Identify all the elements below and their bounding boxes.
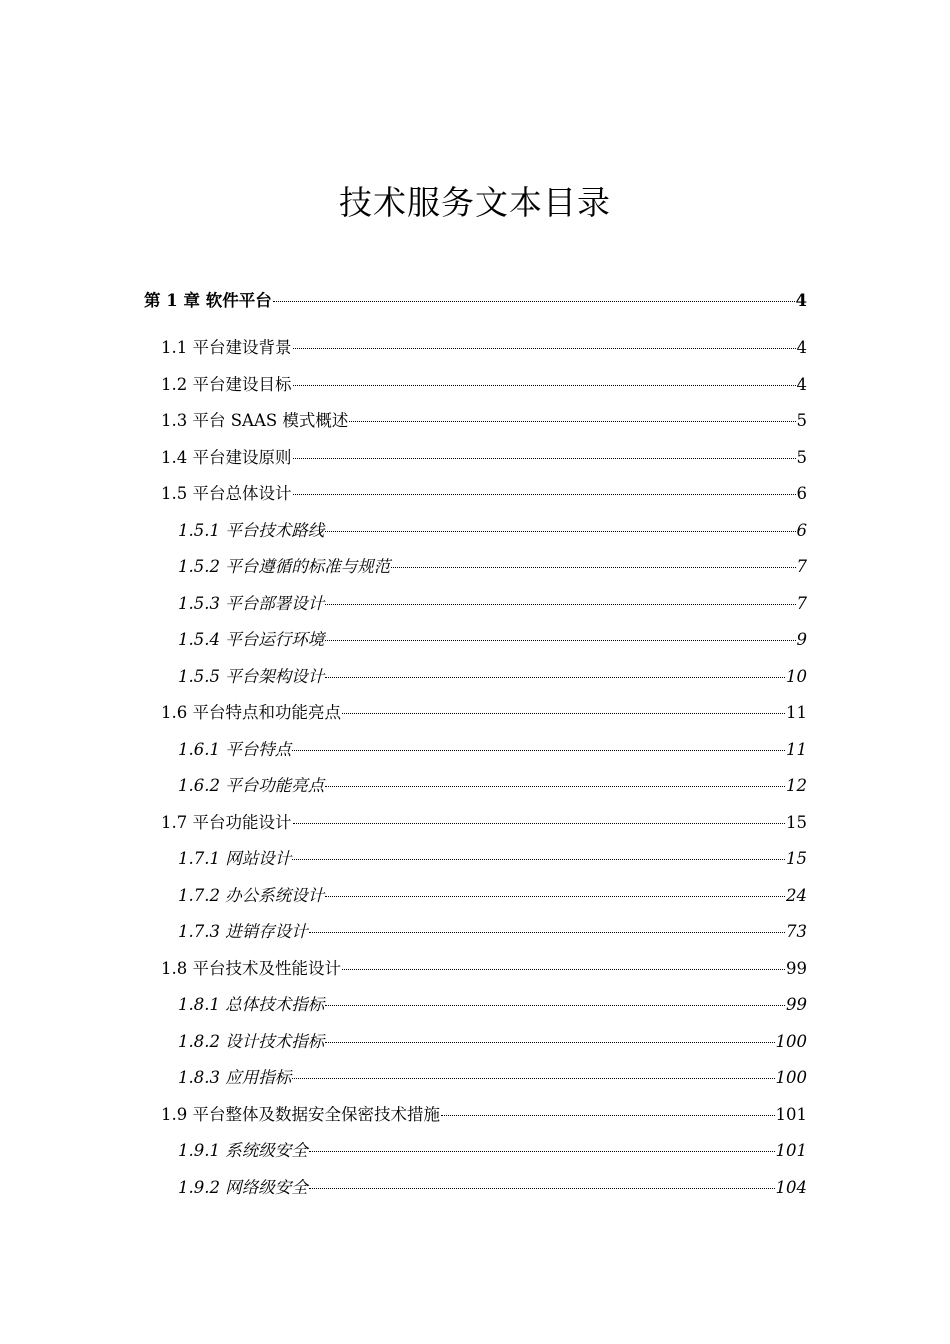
toc-subsection-entry[interactable] bbox=[0, 581, 807, 618]
toc-page-number: 4 bbox=[795, 291, 807, 310]
toc-page-number: 104 bbox=[775, 1177, 807, 1197]
toc-dot-leader bbox=[342, 712, 785, 714]
toc-page-number: 4 bbox=[796, 338, 807, 357]
toc-entry-label: 1.9 平台整体及数据安全保密技术措施 bbox=[161, 1104, 440, 1124]
toc-page-number: 101 bbox=[775, 1104, 807, 1124]
toc-entry-label: 1.9.1 系统级安全 bbox=[178, 1141, 308, 1160]
toc-page-number: 100 bbox=[775, 1031, 807, 1051]
toc-dot-leader bbox=[293, 493, 796, 495]
toc-subsection-entry[interactable] bbox=[0, 544, 807, 581]
toc-chapter-entry[interactable] bbox=[0, 279, 807, 325]
toc-page-number: 7 bbox=[796, 593, 807, 613]
toc-page-number: 5 bbox=[796, 411, 807, 430]
toc-subsection-entry[interactable] bbox=[0, 836, 807, 873]
toc-subsection-entry[interactable] bbox=[0, 982, 807, 1019]
toc-subsection-entry[interactable] bbox=[0, 617, 807, 654]
toc-entry-label: 1.7.2 办公系统设计 bbox=[178, 885, 325, 905]
toc-dot-leader bbox=[273, 300, 795, 302]
toc-entry-label: 1.6.1 平台特点 bbox=[178, 739, 292, 759]
toc-page-number: 5 bbox=[796, 447, 807, 467]
toc-dot-leader bbox=[293, 384, 796, 386]
toc-entry-label: 1.7.1 网站设计 bbox=[178, 849, 292, 868]
toc-dot-leader bbox=[309, 1150, 775, 1152]
toc-dot-leader bbox=[309, 931, 785, 933]
toc-entry-label: 第 1 章 软件平台 bbox=[144, 291, 272, 310]
toc-dot-leader bbox=[325, 895, 785, 897]
toc-subsection-entry[interactable] bbox=[0, 1128, 807, 1165]
toc-page-number: 15 bbox=[786, 849, 807, 868]
toc-entry-label: 1.7 平台功能设计 bbox=[161, 812, 292, 832]
toc-dot-leader bbox=[349, 420, 795, 422]
toc-page-number: 15 bbox=[786, 812, 807, 832]
toc-subsection-entry[interactable] bbox=[0, 727, 807, 764]
toc-page-number: 11 bbox=[786, 703, 807, 722]
toc-subsection-entry[interactable] bbox=[0, 1165, 807, 1202]
toc-entry-label: 1.8 平台技术及性能设计 bbox=[161, 958, 341, 978]
toc-section-entry[interactable] bbox=[0, 471, 807, 508]
toc-page-number: 99 bbox=[786, 995, 807, 1014]
toc-entry-label: 1.8.1 总体技术指标 bbox=[178, 995, 325, 1014]
toc-section-entry[interactable] bbox=[0, 362, 807, 399]
toc-entry-label: 1.1 平台建设背景 bbox=[161, 338, 292, 357]
toc-dot-leader bbox=[325, 1041, 774, 1043]
toc-entry-label: 1.7.3 进销存设计 bbox=[178, 922, 308, 941]
toc-subsection-entry[interactable] bbox=[0, 909, 807, 946]
toc-dot-leader bbox=[325, 1004, 785, 1006]
toc-dot-leader bbox=[309, 1187, 775, 1189]
toc-entry-label: 1.6 平台特点和功能亮点 bbox=[161, 703, 341, 722]
toc-subsection-entry[interactable] bbox=[0, 873, 807, 910]
toc-page-number: 9 bbox=[796, 630, 807, 649]
toc-page-number: 6 bbox=[796, 520, 807, 540]
toc-dot-leader bbox=[293, 457, 796, 459]
toc-page-number: 4 bbox=[796, 374, 807, 394]
toc-entry-label: 1.5 平台总体设计 bbox=[161, 484, 292, 503]
toc-dot-leader bbox=[441, 1114, 775, 1116]
toc-section-entry[interactable] bbox=[0, 1092, 807, 1129]
toc-entry-label: 1.5.1 平台技术路线 bbox=[178, 520, 325, 540]
toc-dot-leader bbox=[325, 603, 795, 605]
toc-entry-label: 1.5.2 平台遵循的标准与规范 bbox=[178, 557, 391, 576]
toc-section-entry[interactable] bbox=[0, 690, 807, 727]
toc-section-entry[interactable] bbox=[0, 435, 807, 472]
toc-dot-leader bbox=[292, 1077, 774, 1079]
toc-dot-leader bbox=[292, 749, 785, 751]
toc-page-number: 73 bbox=[786, 922, 807, 941]
toc-page-number: 11 bbox=[786, 739, 807, 759]
toc-section-entry[interactable] bbox=[0, 325, 807, 362]
toc-dot-leader bbox=[342, 968, 785, 970]
toc-page-number: 12 bbox=[786, 776, 807, 795]
toc-dot-leader bbox=[325, 530, 795, 532]
toc-subsection-entry[interactable] bbox=[0, 654, 807, 691]
toc-entry-label: 1.5.4 平台运行环境 bbox=[178, 630, 325, 649]
toc-entry-label: 1.6.2 平台功能亮点 bbox=[178, 776, 325, 795]
toc-subsection-entry[interactable] bbox=[0, 763, 807, 800]
toc-dot-leader bbox=[325, 639, 795, 641]
toc-entry-label: 1.5.3 平台部署设计 bbox=[178, 593, 325, 613]
toc-page-number: 24 bbox=[786, 885, 807, 905]
page-title: 技术服务文本目录 bbox=[339, 183, 611, 222]
toc-page-number: 10 bbox=[786, 666, 807, 686]
toc-dot-leader bbox=[391, 566, 795, 568]
toc-dot-leader bbox=[292, 858, 785, 860]
toc-subsection-entry[interactable] bbox=[0, 1019, 807, 1056]
table-of-contents bbox=[0, 279, 950, 1201]
toc-entry-label: 1.5.5 平台架构设计 bbox=[178, 666, 325, 686]
toc-entry-label: 1.4 平台建设原则 bbox=[161, 447, 292, 467]
toc-page-number: 7 bbox=[796, 557, 807, 576]
toc-page-number: 100 bbox=[775, 1068, 807, 1087]
toc-section-entry[interactable] bbox=[0, 800, 807, 837]
toc-dot-leader bbox=[293, 347, 796, 349]
toc-section-entry[interactable] bbox=[0, 946, 807, 983]
toc-page-number: 99 bbox=[786, 958, 807, 978]
toc-subsection-entry[interactable] bbox=[0, 508, 807, 545]
toc-entry-label: 1.8.3 应用指标 bbox=[178, 1068, 292, 1087]
toc-section-entry[interactable] bbox=[0, 398, 807, 435]
toc-entry-label: 1.8.2 设计技术指标 bbox=[178, 1031, 325, 1051]
toc-dot-leader bbox=[325, 785, 785, 787]
toc-entry-label: 1.2 平台建设目标 bbox=[161, 374, 292, 394]
toc-entry-label: 1.3 平台 SAAS 模式概述 bbox=[161, 411, 349, 430]
toc-page-number: 6 bbox=[796, 484, 807, 503]
toc-entry-label: 1.9.2 网络级安全 bbox=[178, 1177, 308, 1197]
toc-dot-leader bbox=[325, 676, 785, 678]
toc-dot-leader bbox=[293, 822, 786, 824]
toc-subsection-entry[interactable] bbox=[0, 1055, 807, 1092]
toc-page-number: 101 bbox=[775, 1141, 807, 1160]
